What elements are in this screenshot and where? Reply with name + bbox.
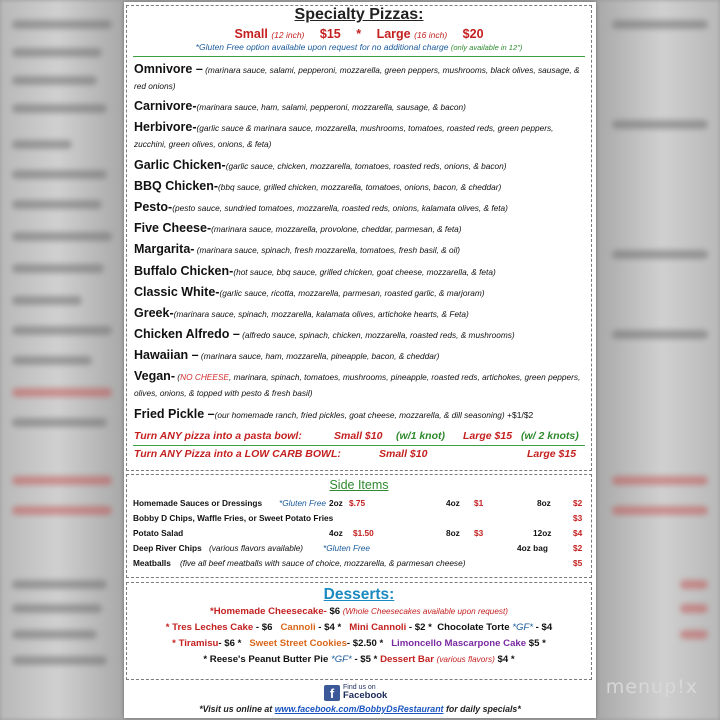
- bg-blur-line: [12, 604, 102, 613]
- bg-blur-line: [12, 580, 107, 589]
- side-items-table: [127, 492, 591, 571]
- bg-blur-line: [12, 388, 112, 397]
- bg-blur-line: [12, 48, 102, 57]
- side-row: Meatballs (five all beef meatballs with sauce of choice, mozzarella, & parmesan cheese) $5: [133, 558, 583, 568]
- bg-blur-line: [12, 356, 92, 365]
- bg-blur-line: [612, 330, 708, 339]
- dessert-line: * Tres Leches Cake - $6 Cannoli - $4 * Mini Cannoli - $2 * Chocolate Torte *GF* - $4: [165, 622, 553, 633]
- bg-blur-line: [12, 232, 112, 241]
- bg-blur-line: [680, 604, 708, 613]
- large-price: $20: [462, 27, 484, 41]
- bg-blur-line: [12, 76, 97, 85]
- bg-blur-line: [12, 418, 107, 427]
- bg-blur-line: [12, 140, 72, 149]
- dessert-line: *Homemade Cheesecake- $6 (Whole Cheesecakes available upon request): [209, 606, 509, 617]
- pizza-item: Five Cheese-(marinara sauce, mozzarella, provolone, cheddar, parmesan, & feta): [134, 221, 462, 236]
- gluten-free-note: *Gluten Free option available upon request for no additional charge (only available in 12"): [195, 42, 523, 52]
- bg-blur-line: [12, 200, 102, 209]
- bg-blur-line: [12, 296, 82, 305]
- dessert-line: * Tiramisu- $6 * Sweet Street Cookies- $2.50 * Limoncello Mascarpone Cake $5 *: [172, 638, 546, 649]
- desserts-title: Desserts:: [323, 586, 395, 603]
- facebook-badge[interactable]: [324, 684, 387, 701]
- pizza-item: Omnivore – (marinara sauce, salami, pepperoni, mozzarella, green peppers, mushrooms, black olives, sausage, & red onions): [134, 62, 580, 91]
- bg-blur-line: [612, 476, 708, 485]
- bg-blur-line: [12, 656, 107, 665]
- bg-blur-line: [12, 264, 104, 273]
- low-carb-bowl-promo: Turn ANY Pizza into a LOW CARB BOWL: Small $10 Large $15: [134, 447, 577, 460]
- large-label: Large (16 inch): [376, 27, 448, 41]
- dessert-line: * Reese's Peanut Butter Pie *GF* - $5 * Dessert Bar (various flavors) $4 *: [203, 654, 515, 665]
- menupix-watermark: menup!x: [605, 676, 698, 698]
- pizza-item: Margarita- (marinara sauce, spinach, fresh mozzarella, tomatoes, fresh basil, & oil): [134, 242, 461, 257]
- bg-blur-line: [12, 104, 107, 113]
- bg-blur-line: [12, 20, 112, 29]
- pizza-sizes: [127, 27, 591, 41]
- side-row: Potato Salad 4oz $1.50 8oz $3 12oz $4: [133, 528, 583, 538]
- bg-blur-line: [12, 476, 112, 485]
- pizza-item: Garlic Chicken-(garlic sauce, chicken, mozzarella, tomatoes, roasted reds, onions, & bacon): [134, 157, 507, 172]
- pizza-item: Buffalo Chicken-(hot sauce, bbq sauce, grilled chicken, goat cheese, mozzarella, & feta): [134, 263, 496, 278]
- size-separator: *: [356, 27, 362, 41]
- pizza-item: Carnivore-(marinara sauce, ham, salami, pepperoni, mozzarella, sausage, & bacon): [134, 99, 466, 114]
- pizza-item: Pesto-(pesto sauce, sundried tomatoes, mozzarella, roasted reds, onions, kalamata olives, & feta): [134, 199, 508, 214]
- pizza-item: BBQ Chicken-(bbq sauce, grilled chicken, mozzarella, tomatoes, onions, bacon, & cheddar): [134, 178, 502, 193]
- pizza-item-vegan: Vegan- (NO CHEESE, marinara, spinach, tomatoes, mushrooms, pineapple, roasted reds, artichokes, green peppers, olives, onions, & topped with pesto & fresh basil): [134, 369, 581, 399]
- visit-online-line: *Visit us online at www.facebook.com/BobbyDsRestaurant for daily specials*: [199, 704, 521, 714]
- bg-blur-line: [12, 326, 112, 335]
- side-row: Homemade Sauces or Dressings *Gluten Free 2oz $.75 4oz $1 8oz $2: [133, 498, 583, 508]
- bg-blur-line: [12, 170, 107, 179]
- menu-page: [124, 2, 596, 718]
- side-items-title: Side Items: [329, 478, 389, 492]
- bg-blur-line: [612, 20, 708, 29]
- facebook-url-link[interactable]: www.facebook.com/BobbyDsRestaurant: [274, 704, 444, 714]
- pizza-section-title: Specialty Pizzas:: [294, 6, 424, 23]
- pizza-item-fried-pickle: Fried Pickle –(our homemade ranch, fried pickles, goat cheese, mozzarella, & dill seasoning) +$1/$2: [134, 406, 534, 421]
- bg-blur-line: [680, 580, 708, 589]
- desserts-box: [126, 582, 592, 680]
- side-items-box: [126, 474, 592, 578]
- bg-blur-line: [612, 506, 708, 515]
- bg-blur-line: [680, 630, 708, 639]
- pasta-bowl-promo: Turn ANY pizza into a pasta bowl: Small $10 (w/1 knot) Large $15 (w/ 2 knots): [134, 429, 579, 442]
- pizza-item: Greek-(marinara sauce, spinach, mozzarella, kalamata olives, artichoke hearts, & Feta): [134, 305, 469, 320]
- bg-blur-line: [12, 630, 97, 639]
- bg-blur-line: [612, 120, 708, 129]
- bg-blur-line: [12, 506, 112, 515]
- small-label: Small (12 inch): [234, 27, 305, 41]
- small-price: $15: [319, 27, 341, 41]
- pizza-item: Classic White-(garlic sauce, ricotta, mozzarella, parmesan, roasted garlic, & marjoram): [134, 284, 485, 299]
- facebook-icon: f: [324, 685, 340, 701]
- bg-blur-line: [612, 250, 708, 259]
- pizza-item: Chicken Alfredo – (alfredo sauce, spinach, chicken, mozzarella, roasted reds, & mushrooms): [134, 327, 515, 342]
- pizza-item: Herbivore-(garlic sauce & marinara sauce, mozzarella, mushrooms, tomatoes, roasted reds, green peppers, zucchini, green olives, onions, & feta): [134, 120, 554, 150]
- pizza-list: [127, 57, 591, 423]
- specialty-pizzas-box: [126, 5, 592, 471]
- side-row: Deep River Chips (various flavors available) *Gluten Free 4oz bag $2: [133, 543, 583, 553]
- facebook-text: Find us on Facebook: [343, 684, 388, 701]
- side-row: Bobby D Chips, Waffle Fries, or Sweet Potato Fries $3: [133, 513, 583, 523]
- pizza-item: Hawaiian – (marinara sauce, ham, mozzarella, pineapple, bacon, & cheddar): [134, 348, 440, 363]
